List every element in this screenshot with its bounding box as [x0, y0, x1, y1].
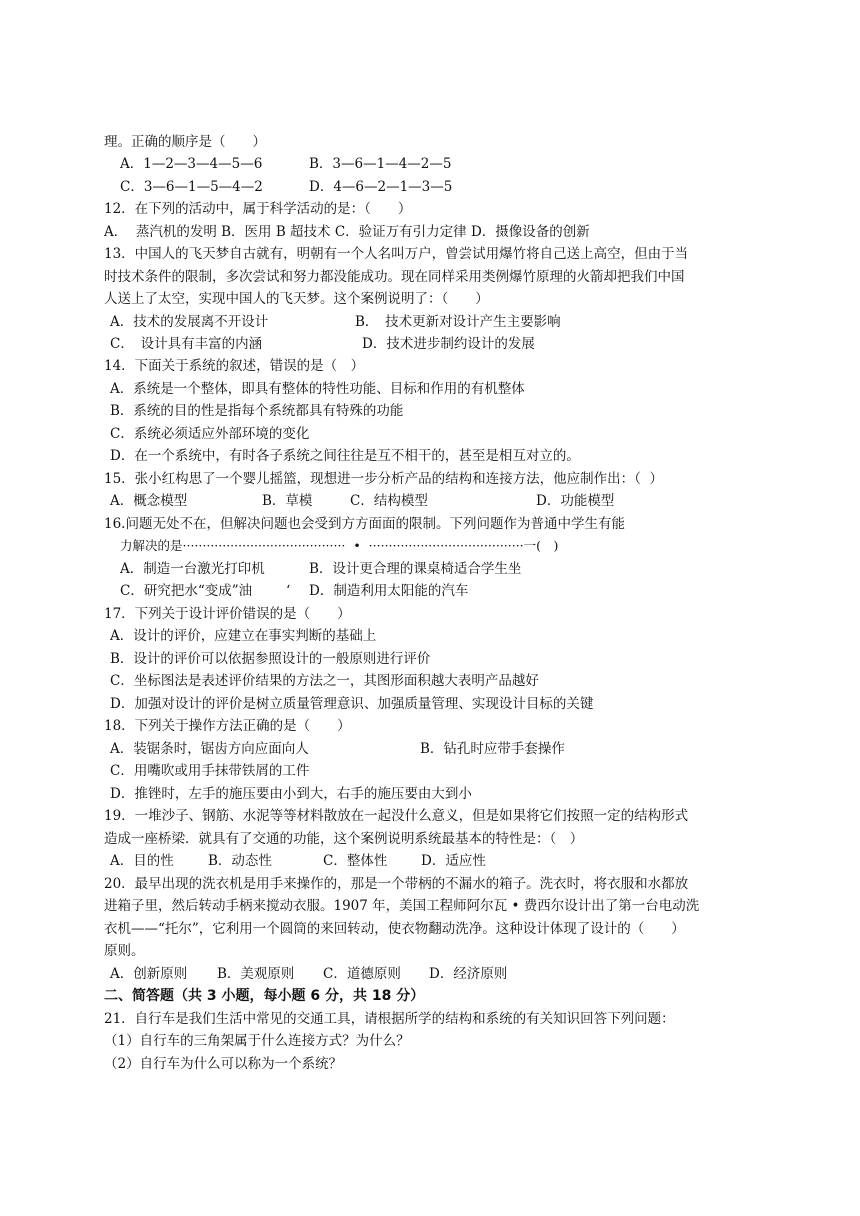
section-heading: 二、简答题（共 3 小题，每小题 6 分，共 18 分） [104, 988, 425, 1004]
q15-option-b: B．草模 [262, 493, 313, 509]
q15-stem: 15．张小红构思了一个婴儿摇篮，现想进一步分析产品的结构和连接方法，他应制作出：（ ） [104, 471, 664, 487]
q20-option-b: B．美观原则 [217, 966, 295, 982]
q18-stem: 18．下列关于操作方法正确的是（ ） [104, 718, 351, 734]
q16-option-b: B．设计更合理的课桌椅适合学生坐 [309, 561, 522, 577]
q17-option-b: B．设计的评价可以依据参照设计的一般原则进行评价 [110, 651, 431, 667]
q12-options: A． 蒸汽机的发明 B．医用 B 超技术 C．验证万有引力定律 D．摄像设备的创新 [104, 224, 590, 240]
q21-stem: 21．自行车是我们生活中常见的交通工具，请根据所学的结构和系统的有关知识回答下列问题： [104, 1011, 675, 1027]
q13-stem-line1: 13．中国人的飞天梦自古就有，明朝有一个人名叫万户，曾尝试用爆竹将自己送上高空，但由于当 [104, 246, 689, 262]
q11-option-d: D．4—6—2—1—3—5 [309, 179, 453, 195]
q14-stem: 14．下面关于系统的叙述，错误的是（ ） [104, 358, 365, 374]
q14-option-c: C．系统必须适应外部环境的变化 [110, 426, 310, 442]
q19-stem-line1: 19．一堆沙子、钢筋、水泥等等材料散放在一起没什么意义，但是如果将它们按照一定的结构形式 [104, 808, 689, 824]
q18-option-b: B．钻孔时应带手套操作 [420, 741, 565, 757]
q20-option-a: A．创新原则 [110, 966, 188, 982]
q16-option-d: D．制造利用太阳能的汽车 [309, 583, 469, 599]
q20-stem-line4: 原则。 [104, 943, 145, 959]
q11-option-b: B．3—6—1—4—2—5 [309, 156, 452, 172]
q18-option-a: A．装锯条时，锯齿方向应面向人 [110, 741, 309, 757]
q19-stem-line2: 造成一座桥梁．就具有了交通的功能，这个案例说明系统最基本的特性是：（ ） [104, 831, 584, 847]
q20-stem-line2: 进箱子里，然后转动手柄来搅动衣服。1907 年，美国工程师阿尔瓦 • 费西尔设计出了第一台电动洗 [104, 898, 700, 914]
q18-option-c: C．用嘴吹或用手抹带铁屑的工件 [110, 763, 310, 779]
q20-stem-line3: 衣机——“托尔”，它利用一个圆筒的来回转动，使衣物翻动洗净。这种设计体现了设计的（ ） [104, 921, 685, 937]
q11-stem-tail: 理。正确的顺序是（ ） [104, 134, 266, 150]
q20-option-d: D．经济原则 [429, 966, 508, 982]
q13-option-c: C． 设计具有丰富的内涵 [110, 336, 263, 352]
q13-option-a: A．技术的发展离不开设计 [110, 314, 269, 330]
q13-stem-line3: 人送上了太空，实现中国人的飞天梦。这个案例说明了：（ ） [104, 291, 489, 307]
q16-option-mark: ‘ [286, 583, 291, 599]
q18-option-d: D．推锉时，左手的施压要由小到大，右手的施压要由大到小 [110, 786, 472, 802]
q15-option-d: D．功能模型 [536, 493, 615, 509]
q20-option-c: C．道德原则 [323, 966, 401, 982]
q13-stem-line2: 时技术条件的限制，多次尝试和努力都没能成功。现在同样采用类例爆竹原理的火箭却把我们中国 [104, 269, 685, 285]
q19-option-c: C．整体性 [323, 853, 388, 869]
q14-option-a: A．系统是一个整体，即具有整体的特性功能、目标和作用的有机整体 [110, 381, 525, 397]
q15-option-a: A．概念模型 [110, 493, 188, 509]
q19-option-d: D．适应性 [421, 853, 486, 869]
q11-option-c: C．3—6—1—5—4—2 [120, 179, 263, 195]
q15-option-c: C．结构模型 [350, 493, 428, 509]
q19-option-a: A．目的性 [110, 853, 174, 869]
q12-stem: 12．在下列的活动中，属于科学活动的是：（ ） [104, 201, 412, 217]
q16-option-c: C．研究把水“变成”油 [120, 583, 253, 599]
q17-stem: 17．下列关于设计评价错误的是（ ） [104, 606, 351, 622]
q17-option-c: C．坐标图法是表述评价结果的方法之一，其图形面积越大表明产品越好 [110, 673, 539, 689]
q13-option-b: B． 技术更新对设计产生主要影响 [355, 314, 561, 330]
q14-option-b: B．系统的目的性是指每个系统都具有特殊的功能 [110, 403, 404, 419]
q16-stem-line2: 力解决的是········································· • ·······································一( ) [120, 538, 559, 553]
q16-option-a: A．制造一台激光打印机 [120, 561, 265, 577]
q20-stem-line1: 20．最早出现的洗衣机是用手来操作的，那是一个带柄的不漏水的箱子。洗衣时，将衣服和水都放 [104, 876, 689, 892]
q21-subquestion-2: （2）自行车为什么可以称为一个系统？ [104, 1056, 343, 1072]
q13-option-d: D．技术进步制约设计的发展 [362, 336, 535, 352]
q19-option-b: B．动态性 [208, 853, 272, 869]
q17-option-a: A．设计的评价，应建立在事实判断的基础上 [110, 628, 377, 644]
q21-subquestion-1: （1）自行车的三角架属于什么连接方式？为什么？ [104, 1033, 410, 1049]
q17-option-d: D．加强对设计的评价是树立质量管理意识、加强质量管理、实现设计目标的关键 [110, 696, 594, 712]
q16-stem-line1: 16.问题无处不在，但解决问题也会受到方方面面的限制。下列问题作为普通中学生有能 [104, 516, 625, 532]
q11-option-a: A．1—2—3—4—5—6 [120, 156, 263, 172]
q14-option-d: D．在一个系统中，有时各子系统之间往往是互不相干的，甚至是相互对立的。 [110, 448, 580, 464]
